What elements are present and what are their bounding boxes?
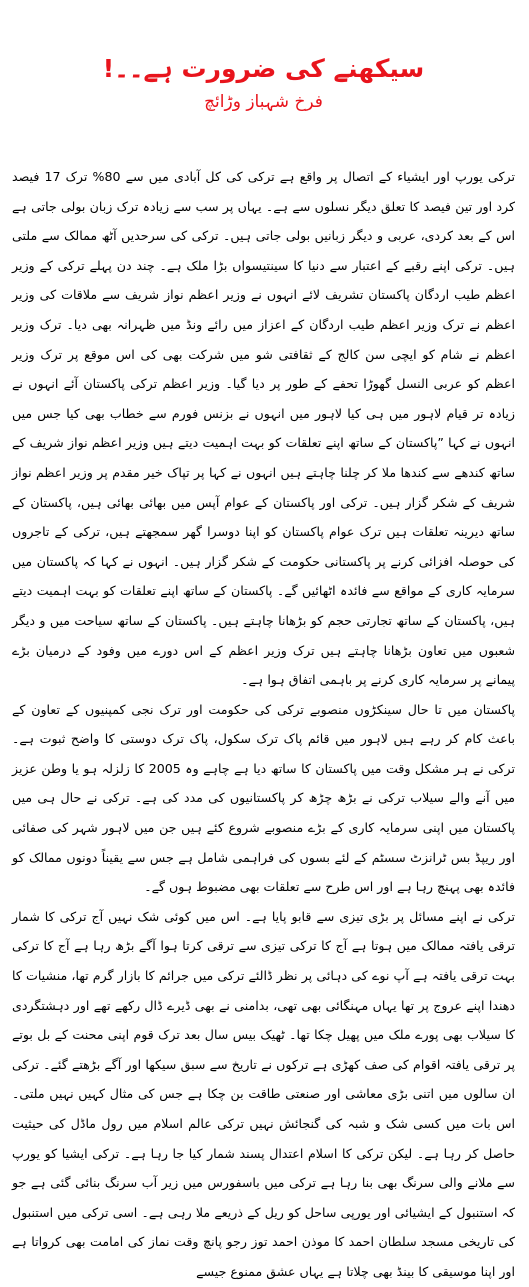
paragraph-2: پاکستان میں تا حال سینکڑوں منصوبے ترکی کی حکومت اور ترک نجی کمپنیوں کے تعاون کے باعث کام کر رہے ہیں لاہور میں قائم پاک ترک سکول، پاک ترک دوستی کا واضح ثبوت ہے۔ ترکی نے ہر مشکل وقت میں پاکستان کا ساتھ دیا ہے چاہے وہ 2005 کا زلزلہ ہو یا وطن عزیز میں آنے والے سیلاب ترکی نے بڑھ چڑھ کر پاکستانیوں کی مدد کی ہے۔ ترکی نے حال ہی میں پاکستان میں اپنی سرمایہ کاری کے بڑے منصوبے شروع کئے ہیں جن میں لاہور شہر کی صفائی اور ریپڈ بس ٹرانزٹ سسٹم کے لئے بسوں کی فراہمی شامل ہے جس سے یقیناً دونوں ممالک کو فائدہ بھی پہنچ رہا ہے اور اس طرح سے تعلقات بھی مضبوط ہوں گے۔ — [12, 701, 516, 895]
article-body — [12, 162, 515, 1287]
paragraph-3: ترکی نے اپنے مسائل پر بڑی تیزی سے قابو پایا ہے۔ اس میں کوئی شک نہیں آج ترکی کا شمار ترقی یافتہ ممالک میں ہوتا ہے آج کا ترکی تیزی سے ترقی کرتا ہوا آگے بڑھ رہا ہے آج کا ترکی بہت ترقی یافتہ ہے آپ نوے کی دہائی پر نظر ڈالئے ترکی میں جرائم کا بازار گرم تھا، منشیات کا دھندا اپنے عروج پر تھا یہاں مہنگائی بھی تھی، بدامنی نے بھی ڈیرے ڈال رکھے تھے اور دہشتگردی کا سیلاب بھی پورے ملک میں پھیل چکا تھا۔ ٹھیک بیس سال بعد ترک قوم اپنی محنت کے بل بوتے پر ترقی یافتہ اقوام کی صف کھڑی ہے ترکوں نے تاریخ سے سبق سیکھا اور آگے بڑھتے گئے۔ ترکی ان سالوں میں اتنی بڑی معاشی اور صنعتی طاقت بن چکا ہے جس کی مثال کہیں نہیں ملتی۔ اس بات میں کسی شک و شبہ کی گنجائش نہیں ترکی عالم اسلام میں رول ماڈل کی حیثیت حاصل کر رہا ہے۔ لیکن ترکی کا اسلام اعتدال پسند شمار کیا جا رہا ہے۔ ترکی ایشیا کو یورپ سے ملانے والی سرنگ بھی بنا رہا ہے ترکی میں باسفورس میں زیر آب سرنگ بنائی گئی ہے جو کہ استنبول کے ایشیائی اور یورپی ساحل کو ریل کے ذریعے ملا رہی ہے۔ اسی ترکی میں استنبول کی تاریخی مسجد سلطان احمد کا موذن احمد توز رجو پانچ وقت نماز کی امامت بھی کرواتا ہے اور اپنا موسیقی کا بینڈ بھی چلاتا ہے یہاں عشق ممنوع جیسے — [12, 908, 515, 1279]
article-author: فرخ شہباز وڑائچ — [204, 92, 323, 112]
paragraph-1: ترکی یورپ اور ایشیاء کے اتصال پر واقع ہے ترکی کی کل آبادی میں سے 80% ترک 17 فیصد کرد اور تین فیصد کا تعلق دیگر نسلوں سے ہے۔ یہاں پر سب سے زیادہ ترک زبان بولی جاتی ہے اس کے بعد کردی، عربی و دیگر زبانیں بولی جاتی ہیں۔ ترکی کی سرحدیں آٹھ ممالک سے ملتی ہیں۔ ترکی اپنے رقبے کے اعتبار سے دنیا کا سینتیسواں بڑا ملک ہے۔ چند دن پہلے ترکی کے وزیر اعظم طیب اردگان پاکستان تشریف لائے انہوں نے وزیر اعظم نواز شریف سے ملاقات کی وزیر اعظم نے ترک وزیر اعظم طیب اردگان کے اعزاز میں رائے ونڈ میں ظہرانہ بھی دیا۔ ترک وزیر اعظم نے شام کو ایچی سن کالج کے ثقافتی شو میں شرکت بھی کی اس موقع پر ترک وزیر اعظم کو عربی النسل گھوڑا تحفے کے طور پر دیا گیا۔ وزیر اعظم ترکی پاکستان آئے انہوں نے زیادہ تر قیام لاہور میں ہی کیا لاہور میں انہوں نے بزنس فورم سے خطاب بھی کیا جس میں انہوں نے کہا ”پاکستان کے ساتھ اپنے تعلقات کو بہت اہمیت دیتے ہیں وزیر اعظم نواز شریف کے ساتھ کندھے سے کندھا ملا کر چلنا چاہتے ہیں انہوں نے کہا پر تپاک خیر مقدم پر وزیر اعظم نواز شریف کے شکر گزار ہیں۔ ترکی اور پاکستان کے عوام آپس میں بھائی بھائی ہیں، پاکستان کے ساتھ دیرینہ تعلقات ہیں ترک عوام پاکستان کو اپنا دوسرا گھر سمجھتے ہیں، ترکی کے تاجروں کی حوصلہ افزائی کرنے پر پاکستانی حکومت کے شکر گزار ہیں۔ انہوں نے کہا کہ پاکستان میں سرمایہ کاری کے مواقع سے فائدہ اٹھائیں گے۔ پاکستان کے ساتھ اپنے تعلقات کو بہت اہمیت دیتے ہیں، پاکستان کے ساتھ تجارتی حجم کو بڑھانا چاہتے ہیں۔ پاکستان کے ساتھ سیاحت میں و دیگر شعبوں میں تعاون بڑھانا چاہتے ہیں ترک وزیر اعظم کے اس دورے میں وفود کے درمیان بڑے پیمانے پر سرمایہ کاری کرنے پر باہمی اتفاق ہوا ہے۔ — [12, 169, 515, 688]
article-title: سیکھنے کی ضرورت ہے۔۔! — [102, 54, 425, 83]
